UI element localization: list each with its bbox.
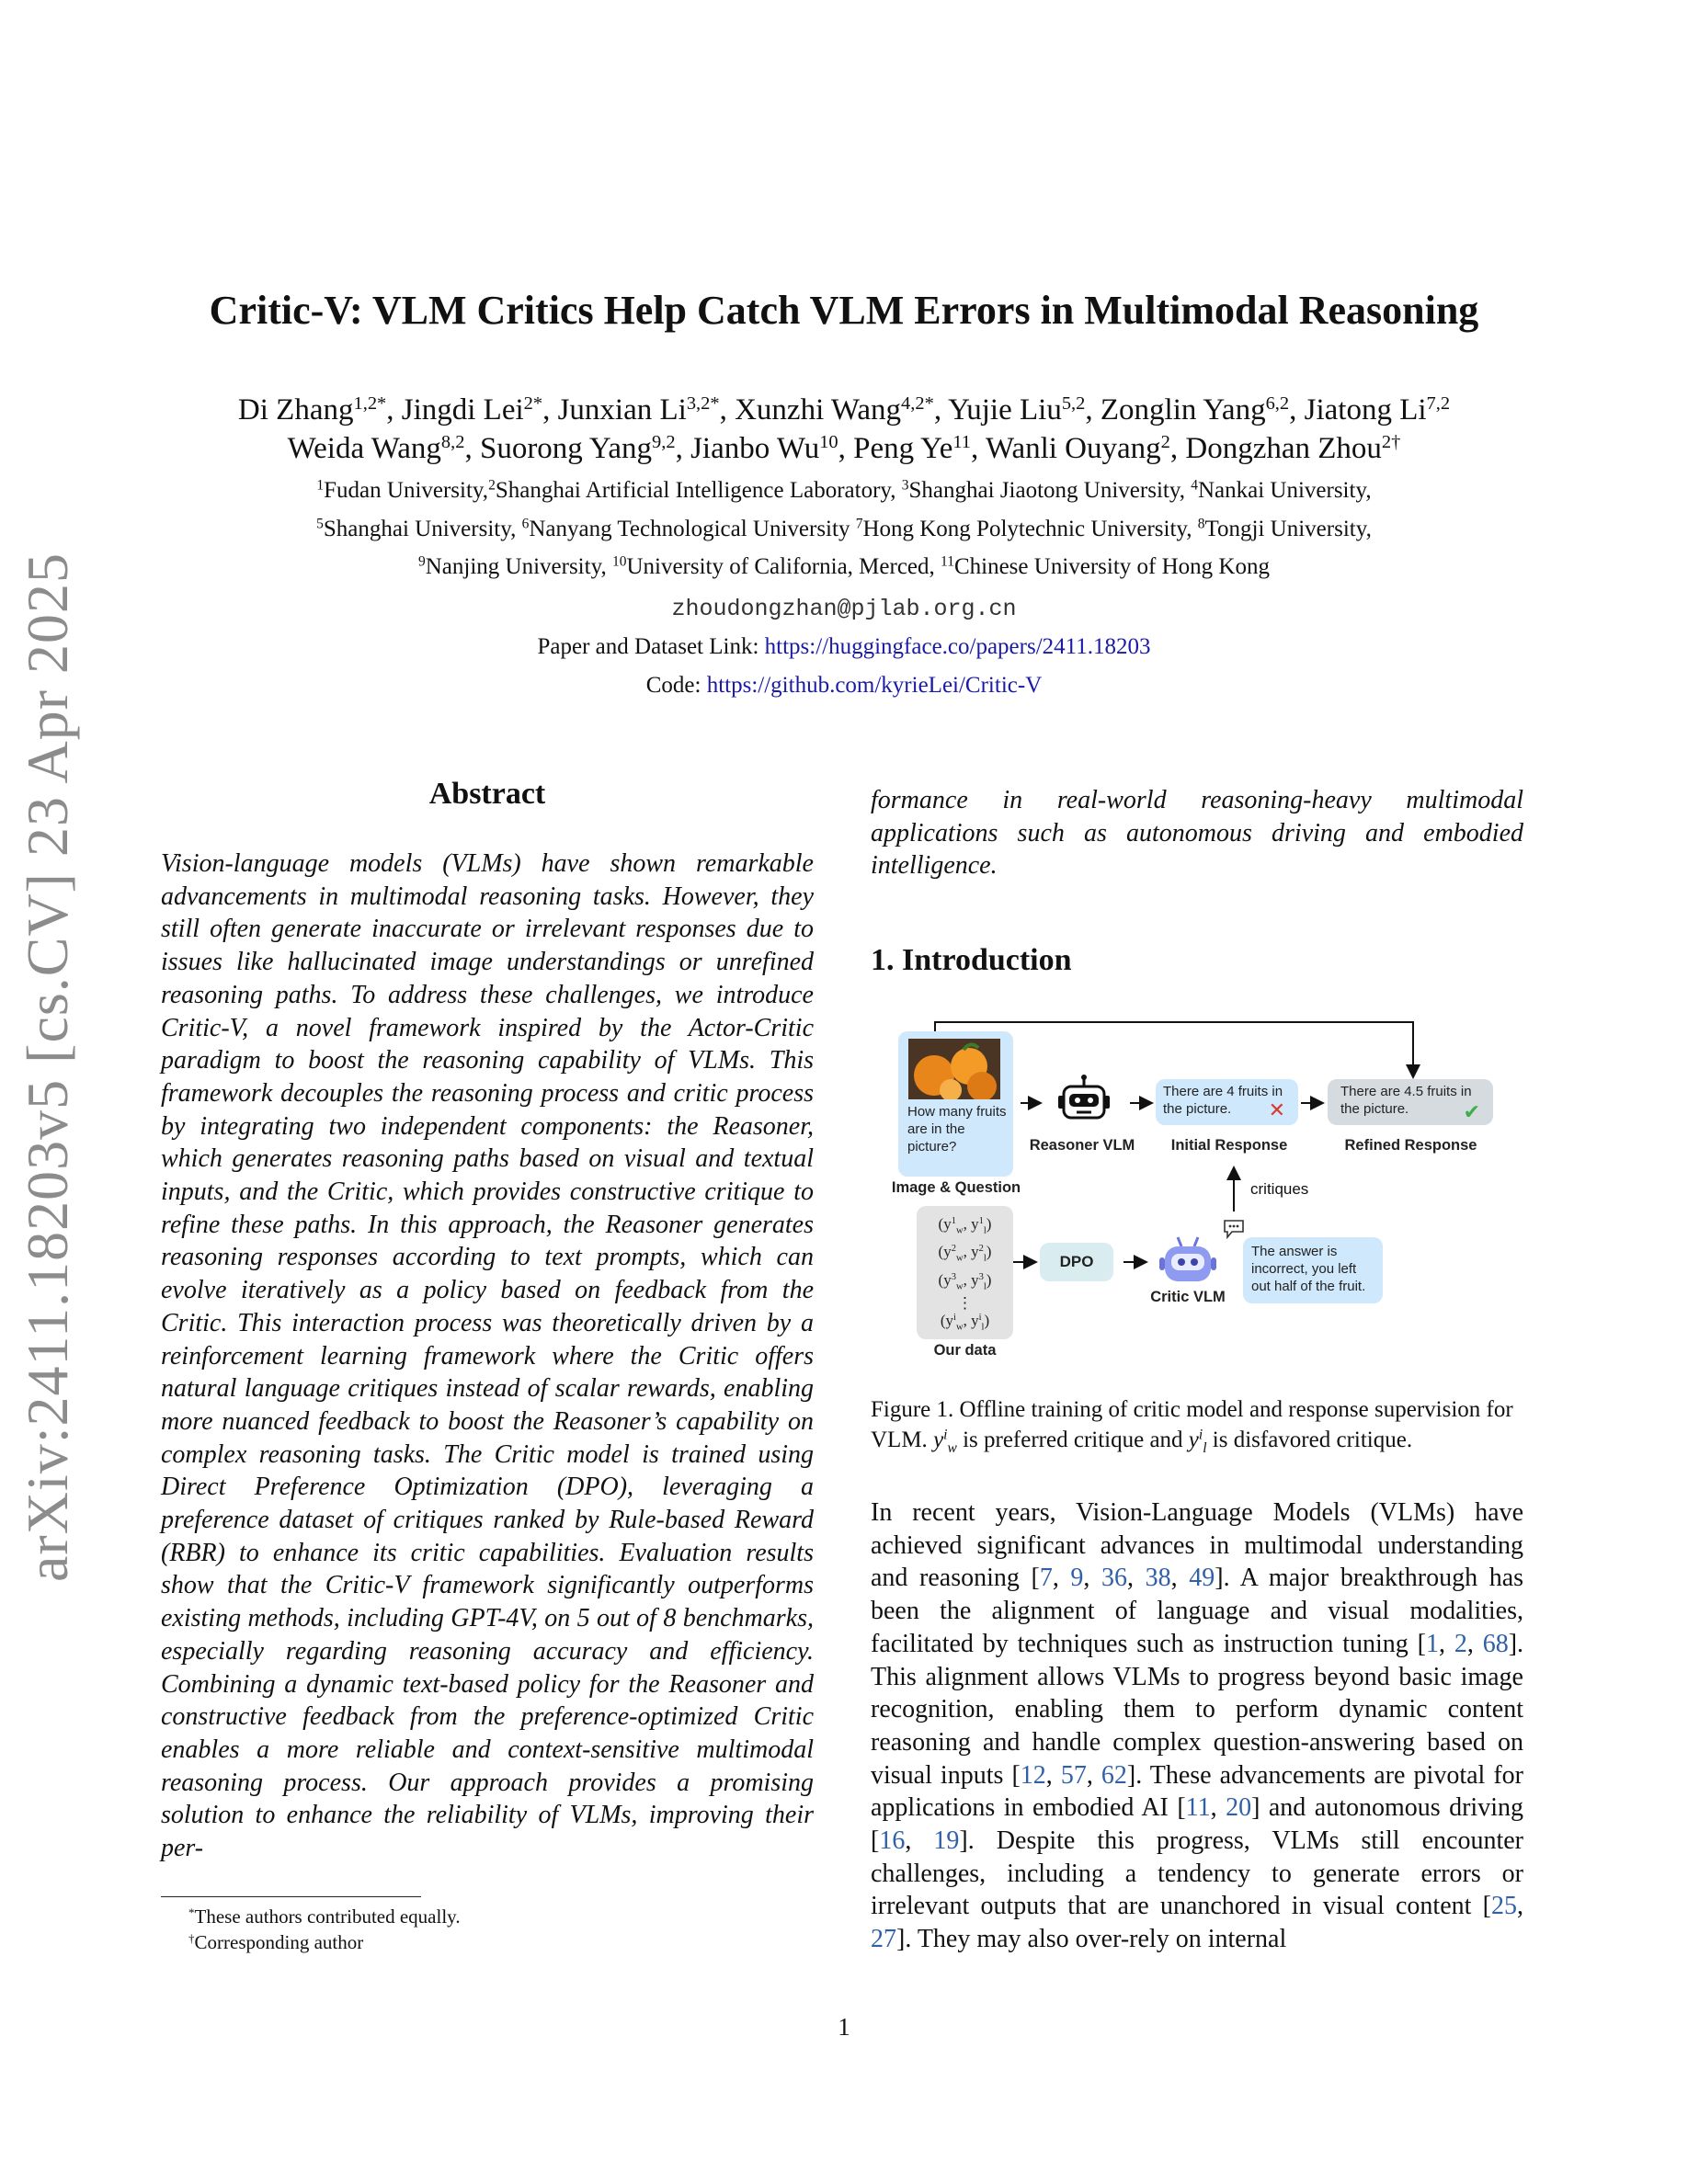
data-pair-1: ($y^1_w$, $y^1_l$) <box>938 1215 992 1236</box>
reasoner-label: Reasoner VLM <box>1029 1137 1135 1154</box>
affiliations-line-1: $^1$Fudan University,$^2$Shanghai Artificial Intelligence Laboratory, $^3$Shanghai Jiaotong University, $^4$Nankai University, <box>316 477 1372 503</box>
author-name: Wanli Ouyang <box>985 432 1161 465</box>
our-data-box <box>917 1206 1013 1339</box>
citation-link[interactable]: 38 <box>1145 1564 1171 1593</box>
citation-link[interactable]: 2 <box>1454 1629 1467 1658</box>
affiliation: Shanghai Jiaotong University, <box>908 478 1185 503</box>
citation-link[interactable]: 36 <box>1101 1564 1128 1593</box>
affiliation: Nankai University, <box>1197 478 1372 503</box>
author-name: Junxian Li <box>557 393 687 427</box>
author-name: Peng Ye <box>853 432 953 465</box>
refined-response-text: There are 4.5 fruits in the picture. <box>1340 1084 1472 1117</box>
paper-link-line <box>0 634 1688 660</box>
citation-link[interactable]: 49 <box>1189 1564 1215 1593</box>
paper-link[interactable]: https://huggingface.co/papers/2411.18203 <box>764 634 1151 659</box>
image-question-box <box>898 1031 1013 1177</box>
check-icon: ✔ <box>1463 1100 1480 1123</box>
abstract-heading: Abstract <box>428 777 546 811</box>
footnote-divider <box>161 1896 421 1897</box>
abstract-body: Vision-language models (VLMs) have shown remarkable advancements in multimodal reasoning tasks. However, they still often generate inaccurate or irrelevant responses due to issues like hallucinated image understandings or unrefined reasoning paths. To address these challenges, we introduce Critic-V, a novel framework inspired by the Actor-Critic paradigm to boost the reasoning capability of VLMs. This framework decouples the reasoning process and critic process by integrating two independent components: the Reasoner, which generates reasoning paths based on visual and textual inputs, and the Critic, which provides constructive critique to refine these paths. In this approach, the Reasoner generates reasoning responses according to text prompts, which can evolve iteratively as a policy based on feedback from the Critic. This interaction process was theoretically driven by a reinforcement learning framework where the Critic offers natural language critiques instead of scalar rewards, enabling more nuanced feedback to boost the Reasoner’s capability on complex reasoning tasks. The Critic model is trained using Direct Preference Optimization (DPO), leveraging a preference dataset of critiques ranked by Rule-based Reward (RBR) to enhance its critic capabilities. Evaluation results show that the Critic-V framework significantly outperforms existing methods, including GPT-4V, on 5 out of 8 benchmarks, especially regarding reasoning accuracy and efficiency. Combining a dynamic text-based policy for the Reasoner and constructive feedback from the preference-optimized Critic enables a more reliable and context-sensitive multimodal reasoning process. Our approach provides a promising solution to enhance the reliability of VLMs, improving their per- <box>161 849 814 1863</box>
author-affil: 8,2 <box>440 431 465 452</box>
wrong-cross-icon: ✕ <box>1268 1098 1285 1121</box>
figure-caption: Figure 1. Offline training of critic model and response supervision for VLM. $y^i_w$ is preferred critique and $y^i_l$ is disfavored critique. <box>871 1397 1513 1456</box>
author-name: Xunzhi Wang <box>735 393 902 427</box>
author-affil: 11 <box>952 431 972 452</box>
author-affil: 3,2 <box>686 392 711 414</box>
citation-link[interactable]: 57 <box>1060 1760 1087 1790</box>
speech-bubble-icon <box>1223 1219 1245 1239</box>
reasoner-robot-icon <box>1055 1074 1113 1129</box>
citation-link[interactable]: 16 <box>879 1826 906 1856</box>
affiliation: Fudan University, <box>324 478 489 503</box>
critic-robot-icon <box>1158 1234 1218 1287</box>
affiliation: Shanghai Artificial Intelligence Laboratory, <box>495 478 896 503</box>
author-name: Yujie Liu <box>948 393 1062 427</box>
data-pair-i: ($y^i_w$, $y^i_l$) <box>940 1312 990 1333</box>
affiliation: Nanyang Technological University <box>529 517 850 541</box>
refined-response-box <box>1328 1079 1493 1125</box>
author-affil: 1,2 <box>353 392 378 414</box>
author-name: Di Zhang <box>237 393 354 427</box>
critique-box: The answer is incorrect, you left out half of the fruit. <box>1243 1237 1383 1303</box>
data-pair-2: ($y^2_w$, $y^2_l$) <box>938 1243 992 1264</box>
affiliation: Chinese University of Hong Kong <box>953 554 1270 579</box>
author-affil: 2 <box>1381 431 1392 452</box>
citation-link[interactable]: 9 <box>1070 1564 1084 1593</box>
question-text: How many fruits are in the picture? <box>907 1104 1007 1155</box>
citation-link[interactable]: 68 <box>1482 1629 1509 1658</box>
critic-label: Critic VLM <box>1150 1289 1226 1305</box>
figure-1 <box>871 1011 1523 1388</box>
author-affil: 2 <box>523 392 533 414</box>
page-number: 1 <box>838 2013 850 2041</box>
initial-response-text: There are 4 fruits in the picture. <box>1163 1084 1283 1117</box>
paper-link-label: Paper and Dataset Link: <box>537 634 759 659</box>
author-affil: 10 <box>819 431 838 452</box>
data-pair-3: ($y^3_w$, $y^3_l$) <box>938 1270 992 1292</box>
affiliations-line-3: $^9$Nanjing University, $^{10}$University of California, Merced, $^{11}$Chinese University of Hong Kong <box>417 553 1270 579</box>
author-name: Jianbo Wu <box>690 432 820 465</box>
footnote-corresponding: †Corresponding author <box>188 1930 364 1953</box>
code-link-line <box>0 673 1688 699</box>
citation-link[interactable]: 25 <box>1491 1892 1517 1921</box>
author-name: Jiatong Li <box>1304 393 1427 427</box>
critiques-label: critiques <box>1250 1180 1309 1198</box>
affiliation: University of California, Merced, <box>626 554 935 579</box>
author-affil: 4,2 <box>901 392 925 414</box>
author-affil: 5,2 <box>1061 392 1086 414</box>
paper-title: Critic-V: VLM Critics Help Catch VLM Errors in Multimodal Reasoning <box>209 288 1479 333</box>
image-question-label: Image & Question <box>891 1179 1021 1196</box>
author-name: Weida Wang <box>287 432 441 465</box>
author-affil: 6,2 <box>1265 392 1290 414</box>
author-affil: 2 <box>1160 431 1170 452</box>
citation-link[interactable]: 20 <box>1226 1793 1252 1823</box>
our-data-label: Our data <box>933 1342 997 1359</box>
author-line-1: Di Zhang$^{1,2*}$, Jingdi Lei$^{2*}$, Junxian $Li^{3,2*}$, Xunzhi Wang$^{4,2*}$, Yujie Liu$^{5,2}$, Zonglin Yang$^{6,2}$, Jiatong Li$^{7,2}$ <box>237 392 1451 427</box>
citation-link[interactable]: 12 <box>1020 1760 1046 1790</box>
affiliation: Tongji University, <box>1204 517 1372 541</box>
author-name: Suorong Yang <box>479 432 653 465</box>
oranges-image <box>908 1039 1000 1099</box>
arxiv-stamp: arXiv:2411.18203v5 [cs.CV] 23 Apr 2025 <box>15 552 80 1582</box>
author-name: Jingdi Lei <box>401 393 524 427</box>
author-name: Zonglin Yang <box>1100 393 1266 427</box>
initial-response-box <box>1156 1079 1298 1125</box>
citation-link[interactable]: 1 <box>1425 1629 1439 1658</box>
author-line-2: Weida Wang$^{8,2}$, Suorong Yang$^{9,2}$, Jianbo Wu$^{10}$, Peng Ye$^{11}$, Wanli Ouyang$^2$, Dongzhan Zhou$^{2\dagger}$ <box>287 431 1401 465</box>
code-link-label: Code: <box>645 673 701 698</box>
citation-link[interactable]: 7 <box>1039 1564 1053 1593</box>
author-affil: 9,2 <box>652 431 676 452</box>
initial-response-label: Initial Response <box>1170 1137 1288 1154</box>
affiliation: Shanghai University, <box>323 517 517 541</box>
refined-response-label: Refined Response <box>1344 1137 1477 1154</box>
affiliations-line-2: $^5$Shanghai University, $^6$Nanyang Technological University $^7$Hong Kong Polytechnic University, $^8$Tongji University, <box>316 516 1372 541</box>
introduction-heading: 1. Introduction <box>871 943 1072 977</box>
contact-email[interactable]: zhoudongzhan@pjlab.org.cn <box>671 596 1017 622</box>
dpo-box: DPO <box>1040 1243 1113 1281</box>
author-affil: 7,2 <box>1426 392 1451 414</box>
affiliation: Nanjing University, <box>425 554 607 579</box>
data-dots: ⋮ <box>957 1294 973 1313</box>
citation-link[interactable]: 19 <box>933 1826 960 1856</box>
code-link[interactable]: https://github.com/kyrieLei/Critic-V <box>706 673 1043 698</box>
citation-link[interactable]: 62 <box>1101 1760 1127 1790</box>
author-name: Dongzhan Zhou <box>1185 432 1382 465</box>
introduction-paragraph: In recent years, Vision-Language Models (VLMs) have achieved significant advances in multimodal understanding and reasoning [7, 9, 36, 38, 49]. A major breakthrough has been the alignment of language and visual modalities, facilitated by techniques such as instruction tuning [1, 2, 68]. This alignment allows VLMs to progress beyond basic image recognition, enabling them to perform dynamic content reasoning and handle complex question-answering based on visual inputs [12, 57, 62]. These advancements are pivotal for applications in embodied AI [11, 20] and autonomous driving [16, 19]. Despite this progress, VLMs still encounter challenges, including a tendency to generate errors or irrelevant outputs that are unanchored in visual content [25, 27]. They may also over-rely on internal <box>871 1498 1524 1954</box>
affiliation: Hong Kong Polytechnic University, <box>862 517 1192 541</box>
footnote-equal-contribution: *These authors contributed equally. <box>188 1905 461 1928</box>
abstract-continuation: formance in real-world reasoning-heavy multimodal applications such as autonomous driving and embodied intelligence. <box>871 786 1523 881</box>
citation-link[interactable]: 11 <box>1185 1793 1211 1823</box>
citation-link[interactable]: 27 <box>871 1925 896 1954</box>
